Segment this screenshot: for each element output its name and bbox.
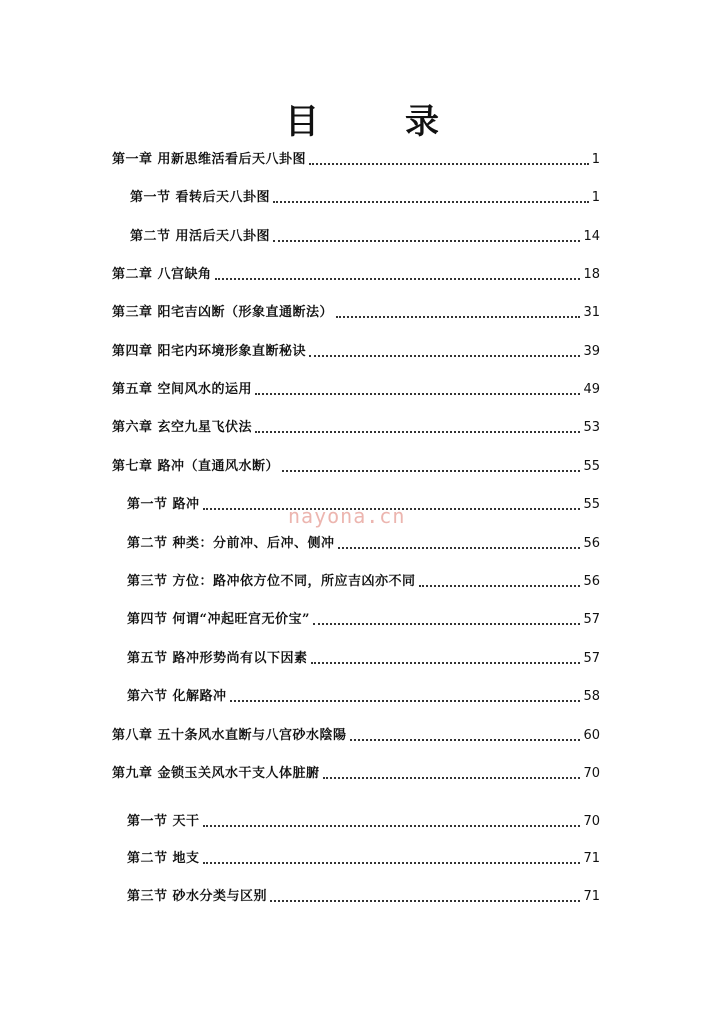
toc-entry-label: 第五节 路冲形势尚有以下因素 [127, 651, 308, 666]
dot-leader [282, 470, 580, 472]
toc-entry-label: 第九章 金锁玉关风水干支人体脏腑 [112, 766, 320, 781]
toc-page-number: 39 [583, 344, 600, 359]
toc-entry[interactable] [127, 810, 600, 832]
toc-page-number: 60 [583, 728, 600, 743]
dot-leader [270, 900, 580, 902]
toc-page-number: 70 [583, 814, 600, 829]
dot-leader [350, 739, 581, 741]
toc-entry[interactable] [112, 301, 600, 323]
toc-entry-label: 第三节 砂水分类与区别 [127, 889, 268, 904]
toc-entry[interactable] [130, 186, 600, 208]
toc-entry[interactable] [127, 685, 600, 707]
toc-entry[interactable] [127, 570, 600, 592]
toc-page-number: 18 [583, 267, 600, 282]
toc-page-number: 1 [591, 152, 600, 167]
toc-page-number: 14 [583, 229, 600, 244]
toc-page-number: 71 [583, 851, 600, 866]
dot-leader [203, 825, 581, 827]
toc-entry-label: 第四章 阳宅内环境形象直断秘诀 [112, 344, 307, 359]
toc-entry-label: 第四节 何谓“冲起旺宫无价宝” [127, 612, 310, 627]
toc-entry-label: 第六节 化解路冲 [127, 689, 227, 704]
toc-entry-label: 第一节 天干 [127, 814, 200, 829]
toc-page-number: 55 [583, 497, 600, 512]
toc-page-number: 49 [583, 382, 600, 397]
toc-entry-label: 第三节 方位：路冲依方位不同，所应吉凶亦不同 [127, 574, 416, 589]
dot-leader [273, 240, 580, 242]
toc-entry[interactable] [112, 455, 600, 477]
toc-entry-label: 第一节 看转后天八卦图 [130, 190, 271, 205]
toc-entry-label: 第一章 用新思维活看后天八卦图 [112, 152, 307, 167]
dot-leader [309, 163, 589, 165]
dot-leader [338, 547, 581, 549]
toc-entry-label: 第二节 地支 [127, 851, 200, 866]
toc-page-number: 55 [583, 459, 600, 474]
dot-leader [203, 862, 581, 864]
toc-entry[interactable] [112, 724, 600, 746]
toc-page-number: 70 [583, 766, 600, 781]
dot-leader [273, 201, 589, 203]
toc-page-number: 57 [583, 612, 600, 627]
toc-entry-label: 第一节 路冲 [127, 497, 200, 512]
dot-leader [311, 662, 581, 664]
toc-entry[interactable] [127, 885, 600, 907]
toc-page-number: 58 [583, 689, 600, 704]
dot-leader [215, 278, 581, 280]
toc-page-number: 53 [583, 420, 600, 435]
dot-leader [419, 585, 581, 587]
toc-entry-label: 第二节 种类：分前冲、后冲、侧冲 [127, 536, 335, 551]
toc-entry-label: 第六章 玄空九星飞伏法 [112, 420, 253, 435]
dot-leader [255, 393, 580, 395]
toc-entry[interactable] [112, 340, 600, 362]
toc-entry[interactable] [112, 762, 600, 784]
toc-entry[interactable] [127, 847, 600, 869]
toc-entry-label: 第五章 空间风水的运用 [112, 382, 253, 397]
toc-entry[interactable] [127, 608, 600, 630]
dot-leader [309, 355, 580, 357]
toc-entry[interactable] [112, 148, 600, 170]
toc-entry-label: 第八章 五十条风水直断与八宫砂水陰陽 [112, 728, 347, 743]
toc-page-number: 1 [591, 190, 600, 205]
toc-entry-label: 第三章 阳宅吉凶断（形象直通断法） [112, 305, 334, 320]
toc-entry[interactable] [112, 378, 600, 400]
toc-page-number: 56 [583, 574, 600, 589]
toc-page-number: 71 [583, 889, 600, 904]
watermark: nayona.cn [288, 504, 406, 528]
toc-page-number: 31 [583, 305, 600, 320]
page-title: 目 录 [285, 102, 465, 142]
dot-leader [313, 623, 580, 625]
toc-page-number: 57 [583, 651, 600, 666]
toc-entry[interactable] [112, 263, 600, 285]
dot-leader [323, 777, 581, 779]
dot-leader [336, 316, 580, 318]
dot-leader [255, 431, 580, 433]
dot-leader [230, 700, 581, 702]
toc-entry[interactable] [127, 532, 600, 554]
toc-entry-label: 第二章 八宫缺角 [112, 267, 212, 282]
toc-entry-label: 第二节 用活后天八卦图 [130, 229, 271, 244]
toc-page-number: 56 [583, 536, 600, 551]
toc-entry[interactable] [127, 647, 600, 669]
toc-entry-label: 第七章 路冲（直通风水断） [112, 459, 280, 474]
toc-entry[interactable] [130, 225, 600, 247]
toc-entry[interactable] [112, 416, 600, 438]
